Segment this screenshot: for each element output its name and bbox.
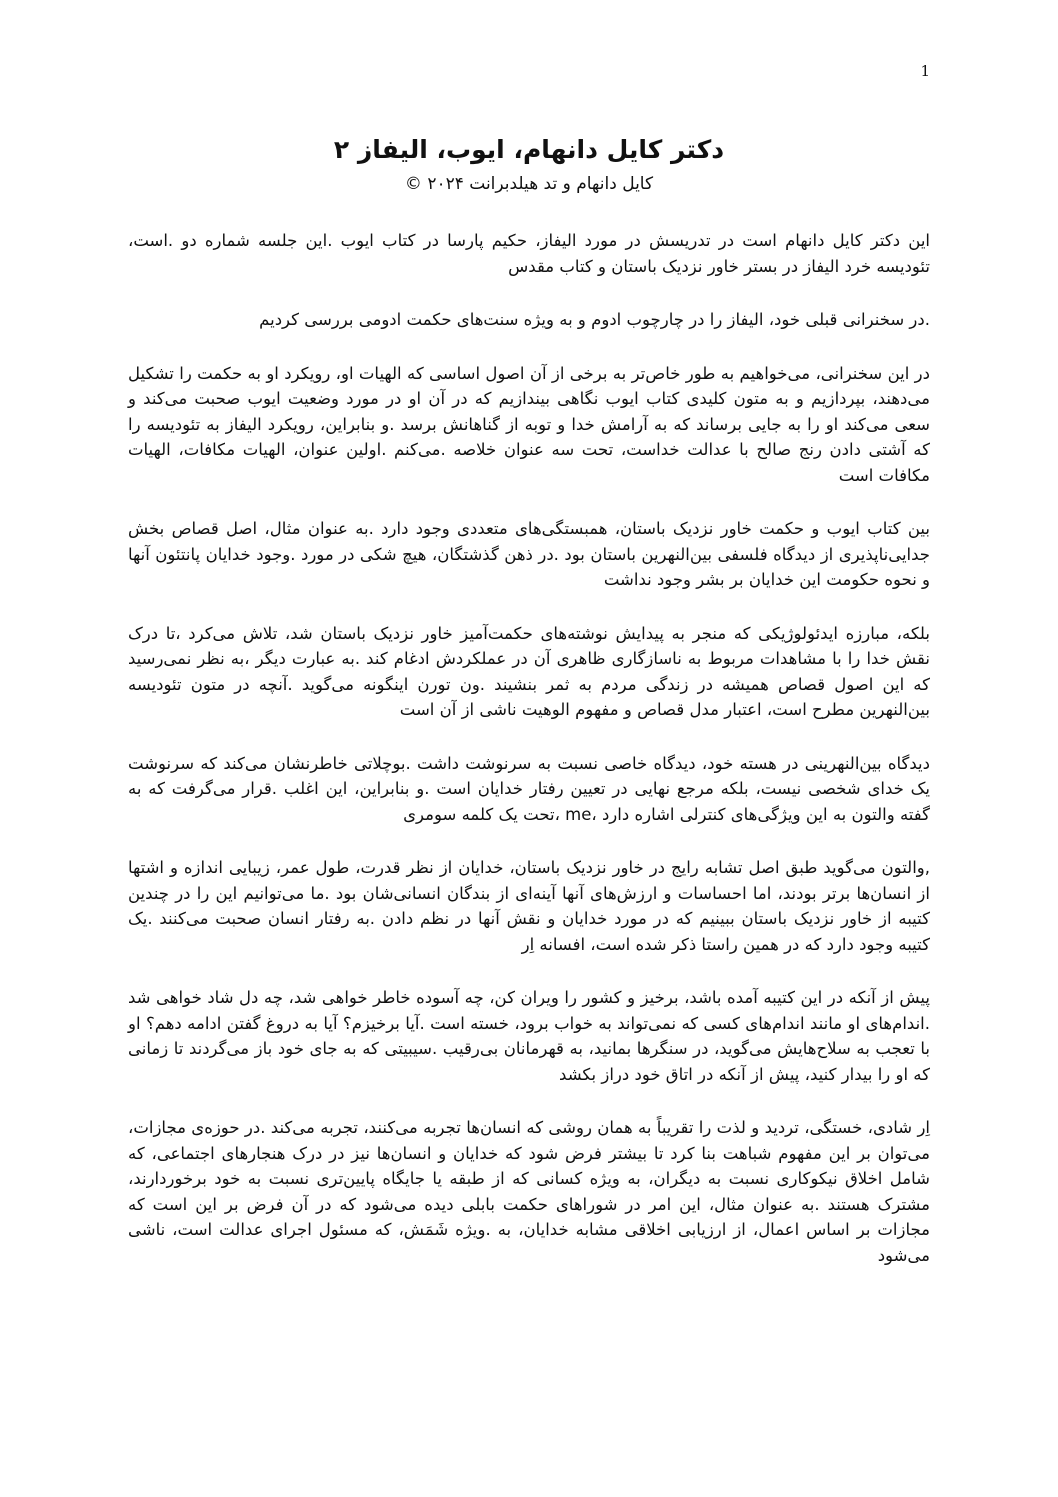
page-number: 1	[920, 62, 930, 80]
document-title: دکتر کایل دانهام، ایوب، الیفاز ۲	[333, 135, 725, 164]
paragraph: در این سخنرانی، می‌خواهیم به طور خاص‌تر به برخی از آن اصول اساسی که الهیات او، رویکرد او به حکمت را تشکیل می‌دهند، بپردازیم و به متون کلیدی کتاب ایوب نگاهی بیندازیم که در آن او در مورد وضعیت ایوب صحبت می‌کند و سعی می‌کند او را به جایی برساند که به آرامش خدا و توبه از گناهانش برسد .و بنابراین، رویکرد الیفاز به تئودیسه را که آشتی دادن رنج صالح با عدالت خداست، تحت سه عنوان خلاصه .می‌کنم .اولین عنوان، الهیات مکافات، الهیات مکافات است	[128, 363, 930, 485]
paragraph: دیدگاه بین‌النهرینی در هسته خود، دیدگاه خاصی نسبت به سرنوشت داشت .بوچلاتی خاطرنشان می‌کند که سرنوشت یک خدای شخصی نیست، بلکه مرجع نهایی در تعیین رفتار خدایان است .و بنابراین، این اغلب .قرار می‌گرفت که به گفته والتون به این ویژگی‌های کنترلی اشاره دارد ،me ،تحت یک کلمه سومری	[128, 753, 930, 824]
document-header	[0, 132, 1058, 196]
paragraph: پیش از آنکه در این کتیبه آمده باشد، برخیز و کشور را ویران کن، چه آسوده خاطر خواهی شد، چه دل شاد خواهی شد .اندام‌های او مانند اندام‌های کسی که نمی‌تواند به خواب برود، خسته است .آیا برخیزم؟ آیا به دروغ گفتن ادامه دهم؟ او با تعجب به سلاح‌هایش می‌گوید، در سنگرها بمانید، به قهرمانان بی‌رقیب .سیبیتی که به جای خود باز می‌گردند تا زمانی که او را بیدار کنید، پیش از آنکه در اتاق خود دراز بکشد	[128, 988, 930, 1084]
paragraph: ,والتون می‌گوید طبق اصل تشابه رایج در خاور نزدیک باستان، خدایان از نظر قدرت، طول عمر، زیبایی اندازه و اشتها از انسان‌ها برتر بودند، اما احساسات و ارزش‌های آنها آینه‌ای از بندگان انسانی‌شان بود .ما می‌توانیم این را در چندین کتیبه از خاور نزدیک باستان ببینیم که در مورد خدایان و نقش آنها در نظم دادن .به رفتار انسان صحبت می‌کنند .یک کتیبه وجود دارد که در همین راستا ذکر شده است، افسانه اِر	[128, 858, 930, 954]
paragraph: اِر شادی، خستگی، تردید و لذت را تقریباً به همان روشی که انسان‌ها تجربه می‌کنند، تجربه می‌کند .در حوزه‌ی مجازات، می‌توان بر این مفهوم شباهت بنا کرد تا بیشتر فرض شود که خدایان و انسان‌ها نیز در درک هنجارهای اجتماعی، که شامل اخلاق نیکوکاری نسبت به دیگران، به ویژه کسانی که از طبقه یا جایگاه پایین‌تری نسبت به خود برخوردارند، مشترک هستند .به عنوان مثال، این امر در شوراهای حکمت بابلی دیده می‌شود که در آن فرض بر این است که مجازات بر اساس اعمال، از ارزیابی اخلاقی مشابه خدایان، به .ویژه شَمَش، که مسئول اجرای عدالت است، ناشی می‌شود	[128, 1118, 930, 1265]
document-body	[128, 228, 930, 1296]
paragraph: .در سخنرانی قبلی خود، الیفاز را در چارچوب ادوم و به ویژه سنت‌های حکمت ادومی بررسی کردیم	[259, 310, 930, 329]
document-subtitle: کایل دانهام و تد هیلدبرانت ۲۰۲۴ ©	[404, 174, 654, 194]
paragraph: بلکه، مبارزه ایدئولوژیکی که منجر به پیدایش نوشته‌های حکمت‌آمیز خاور نزدیک باستان شد، تلاش می‌کرد ،تا درک نقش خدا را با مشاهدات مربوط به ناسازگاری ظاهری آن در عملکردش ادغام کند .به عبارت دیگر ،به نظر نمی‌رسید که این اصول قصاص همیشه در زندگی مردم به ثمر بنشیند .ون تورن اینگونه می‌گوید .آنچه در متون تئودیسه بین‌النهرین مطرح است، اعتبار مدل قصاص و مفهوم الوهیت ناشی از آن است	[128, 623, 930, 719]
paragraph: بین کتاب ایوب و حکمت خاور نزدیک باستان، همبستگی‌های متعددی وجود دارد .به عنوان مثال، اصل قصاص بخش جدایی‌ناپذیری از دیدگاه فلسفی بین‌النهرین باستان بود .در ذهن گذشتگان، هیچ شکی در مورد .وجود خدایان پانتئون آنها و نحوه حکومت این خدایان بر بشر وجود نداشت	[128, 519, 930, 589]
paragraph: این دکتر کایل دانهام است در تدریسش در مورد الیفاز، حکیم پارسا در کتاب ایوب .این جلسه شماره دو .است، تئودیسه خرد الیفاز در بستر خاور نزدیک باستان و کتاب مقدس	[128, 231, 930, 276]
